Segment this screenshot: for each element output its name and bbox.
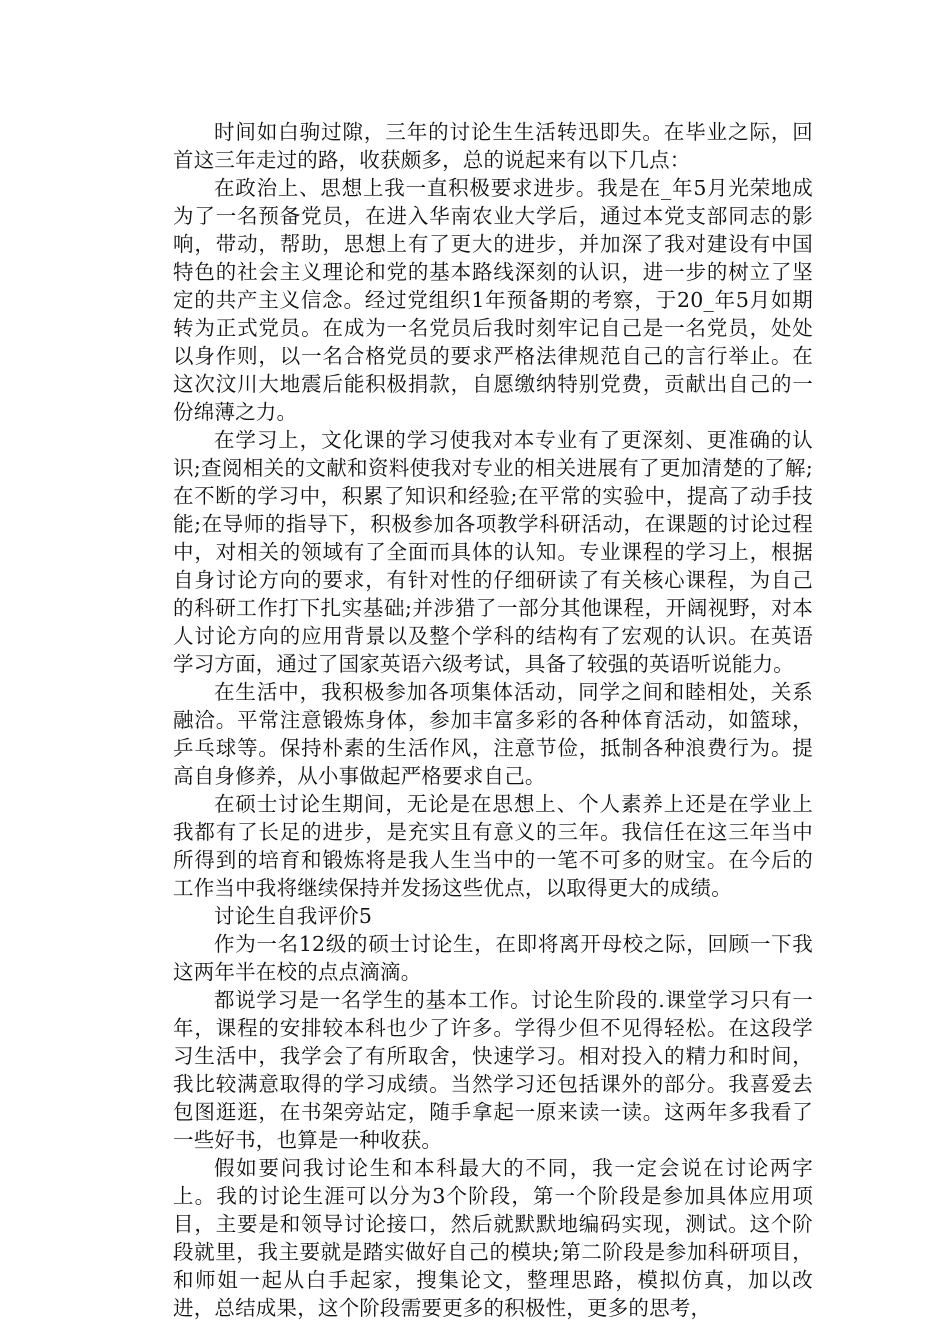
paragraph-review-study: 都说学习是一名学生的基本工作。讨论生阶段的.课堂学习只有一年，课程的安排较本科也少了许多。学得少但不见得轻松。在这段学习生活中，我学会了有所取舍，快速学习。相对投入的精力和时间，我比较满意取得的学习成绩。当然学习还包括课外的部分。我喜爱去包图逛逛，在书架旁站定，随手拿起一原来读一读。这两年多我看了一些好书，也算是一种收获。: [173, 988, 813, 1152]
paragraph-review-research: 假如要问我讨论生和本科最大的不同，我一定会说在讨论两字上。我的讨论生涯可以分为3个阶段，第一个阶段是参加具体应用项目，主要是和领导讨论接口，然后就默默地编码实现，测试。这个阶段就里，我主要就是踏实做好自己的模块;第二阶段是参加科研项目，和师姐一起从白手起家，搜集论文，整理思路，模拟仿真，加以改进，总结成果，这个阶段需要更多的积极性，更多的思考，: [173, 1156, 813, 1320]
paragraph-study: 在学习上，文化课的学习使我对本专业有了更深刻、更准确的认识;查阅相关的文献和资料使我对专业的相关进展有了更加清楚的了解;在不断的学习中，积累了知识和经验;在平常的实验中，提高了动手技能;在导师的指导下，积极参加各项教学科研活动，在课题的讨论过程中，对相关的领域有了全面而具体的认知。专业课程的学习上，根据自身讨论方向的要求，有针对性的仔细研读了有关核心课程，为自己的科研工作打下扎实基础;并涉猎了一部分其他课程，开阔视野，对本人讨论方向的应用背景以及整个学科的结构有了宏观的认识。在英语学习方面，通过了国家英语六级考试，具备了较强的英语听说能力。: [173, 428, 813, 676]
paragraph-politics: 在政治上、思想上我一直积极要求进步。我是在_年5月光荣地成为了一名预备党员，在进入华南农业大学后，通过本党支部同志的影响，带动，帮助，思想上有了更大的进步，并加深了我对建设有中国特色的社会主义理论和党的基本路线深刻的认识，进一步的树立了坚定的共产主义信念。经过党组织1年预备期的考察，于20_年5月如期转为正式党员。在成为一名党员后我时刻牢记自己是一名党员，处处以身作则，以一名合格党员的要求严格法律规范自己的言行举止。在这次汶川大地震后能积极捐款，自愿缴纳特别党费，贡献出自己的一份绵薄之力。: [173, 176, 813, 424]
paragraph-review-intro: 作为一名12级的硕士讨论生，在即将离开母校之际，回顾一下我这两年半在校的点点滴滴。: [173, 932, 813, 984]
paragraph-summary: 在硕士讨论生期间，无论是在思想上、个人素养上还是在学业上我都有了长足的进步，是充实且有意义的三年。我信任在这三年当中所得到的培育和锻炼将是我人生当中的一笔不可多的财宝。在今后的工作当中我将继续保持并发扬这些优点，以取得更大的成绩。: [173, 792, 813, 900]
section-heading: 讨论生自我评价5: [214, 904, 373, 928]
document-body: [173, 118, 813, 1322]
paragraph-intro: 时间如白驹过隙，三年的讨论生生活转迅即失。在毕业之际，回首这三年走过的路，收获颇多，总的说起来有以下几点：: [173, 120, 813, 172]
paragraph-life: 在生活中，我积极参加各项集体活动，同学之间和睦相处，关系融洽。平常注意锻炼身体，参加丰富多彩的各种体育活动，如篮球，乒乓球等。保持朴素的生活作风，注意节俭，抵制各种浪费行为。提高自身修养，从小事做起严格要求自己。: [173, 680, 813, 788]
